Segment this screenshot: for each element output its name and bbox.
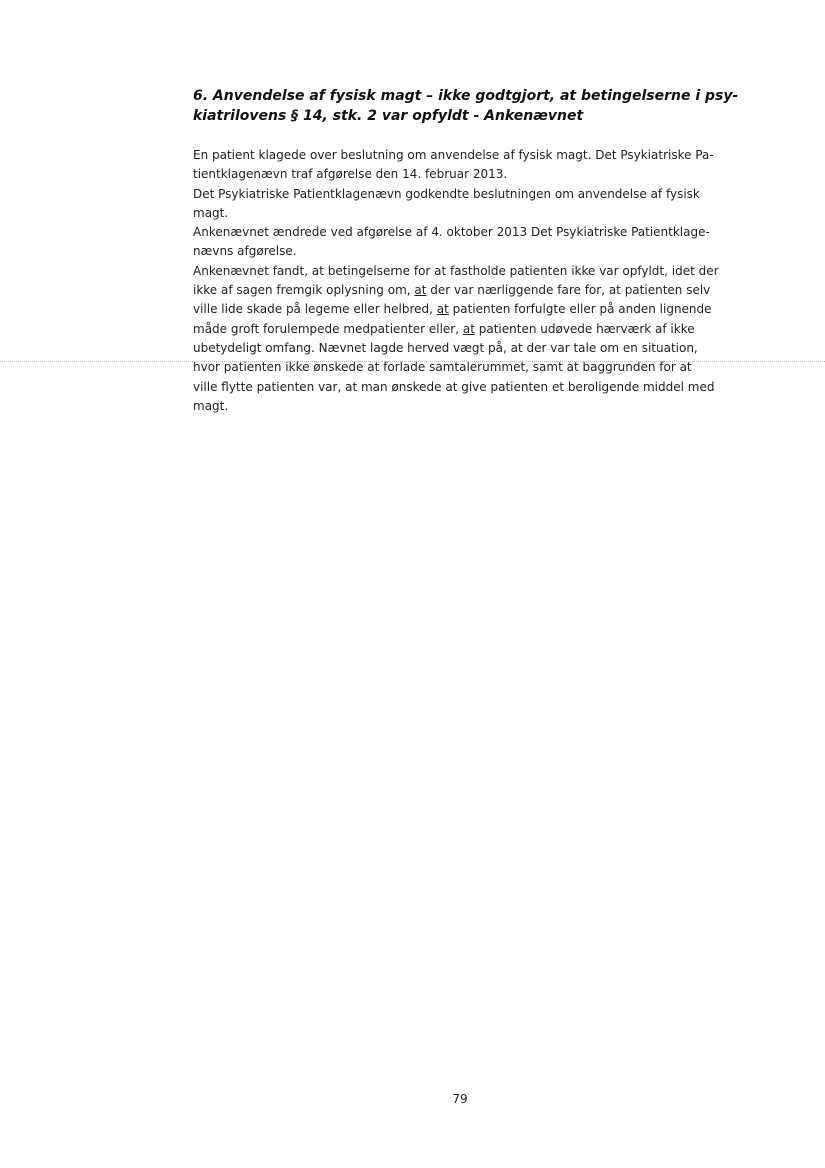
body-text-segment: ville flytte patienten var, at man ønskede at give patienten et beroligende middel med [193, 379, 715, 394]
body-text-segment: der var nærliggende fare for, at patienten selv [426, 283, 711, 298]
body-text-segment: patienten forfulgte eller på anden lignende [448, 302, 712, 317]
body-text-segment: magt. [193, 205, 229, 220]
body-text-segment: ikke af sagen fremgik oplysning om, [193, 283, 415, 298]
body-line [193, 281, 753, 300]
body-text-segment: nævns afgørelse. [193, 244, 297, 259]
section-body [193, 146, 753, 416]
section-heading-line: kiatrilovens § 14, stk. 2 var opfyldt - Ankenævnet [193, 108, 584, 124]
underlined-at: at [462, 321, 475, 336]
body-line [193, 339, 753, 358]
section-heading [193, 86, 753, 126]
underlined-at: at [414, 283, 427, 298]
body-line [193, 165, 753, 184]
body-text-segment: Det Psykiatriske Patientklagenævn godkendte beslutningen om anvendelse af fysisk [193, 186, 700, 201]
section-heading-line: 6. Anvendelse af fysisk magt – ikke godtgjort, at betingelserne i psy- [193, 88, 739, 104]
body-line [193, 204, 753, 223]
body-text-segment: ville lide skade på legeme eller helbred, [193, 302, 437, 317]
body-text-segment: patienten udøvede hærværk af ikke [474, 321, 695, 336]
body-text-segment: En patient klagede over beslutning om anvendelse af fysisk magt. Det Psykiatriske Pa- [193, 148, 714, 162]
scan-divider-line [0, 361, 825, 362]
body-line [193, 262, 753, 281]
body-line [193, 242, 753, 261]
body-line [193, 300, 753, 319]
body-line [193, 146, 753, 165]
body-text-segment: Ankenævnet ændrede ved afgørelse af 4. oktober 2013 Det Psykiatriske Patientklage- [193, 225, 710, 240]
body-text-segment: Ankenævnet fandt, at betingelserne for at fastholde patienten ikke var opfyldt, idet der [193, 263, 719, 278]
body-line [193, 397, 753, 416]
body-text-segment: hvor patienten ikke ønskede at forlade samtalerummet, samt at baggrunden for at [193, 360, 692, 375]
page-number: 79 [452, 1092, 468, 1106]
underlined-at: at [436, 302, 449, 317]
body-line [193, 223, 753, 242]
body-text-segment: tientklagenævn traf afgørelse den 14. februar 2013. [193, 167, 508, 182]
body-text-segment: ubetydeligt omfang. Nævnet lagde herved vægt på, at der var tale om en situation, [193, 340, 698, 355]
body-line [193, 378, 753, 397]
body-line [193, 320, 753, 339]
body-line [193, 185, 753, 204]
body-text-segment: måde groft forulempede medpatienter eller, [193, 321, 463, 336]
body-text-segment: magt. [193, 398, 229, 413]
